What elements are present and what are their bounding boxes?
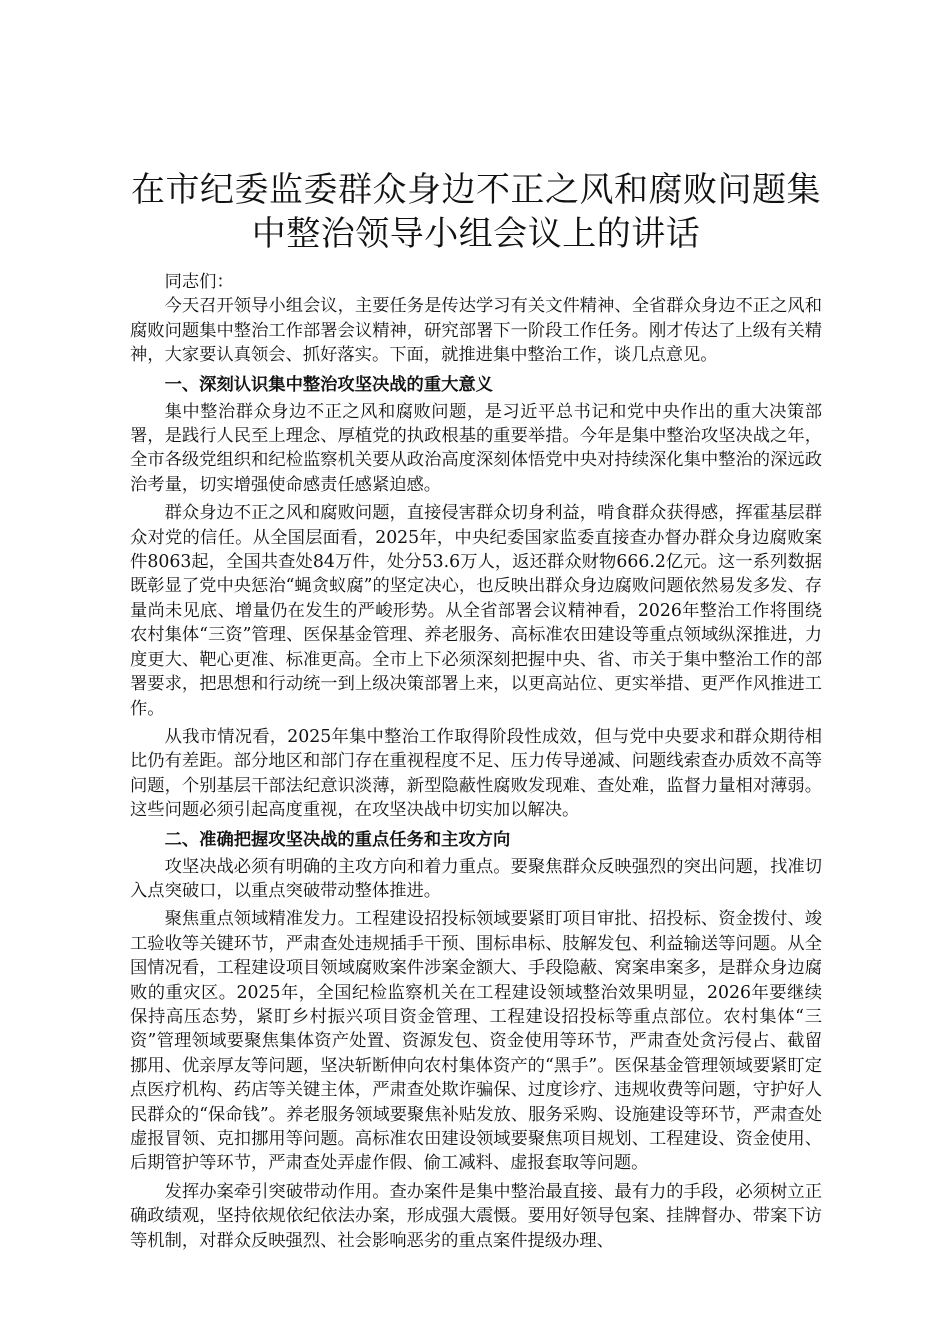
section2-paragraph-1: 攻坚决战必须有明确的主攻方向和着力重点。要聚焦群众反映强烈的突出问题，找准切入点突破口，以重点突破带动整体推进。 [130,856,822,901]
section-heading-1: 一、深刻认识集中整治攻坚决战的重大意义 [164,374,493,395]
section2-paragraph-3: 发挥办案牵引突破带动作用。查办案件是集中整治最直接、最有力的手段，必须树立正确政绩观，坚持依规依纪依法办案，形成强大震慑。要用好领导包案、挂牌督办、带案下访等机制，对群众反映强烈、社会影响恶劣的重点案件提级办理、 [130,1181,822,1251]
salutation: 同志们： [164,272,234,292]
section2-paragraph-2: 聚焦重点领域精准发力。工程建设招投标领域要紧盯项目审批、招投标、资金拨付、竣工验收等关键环节，严肃查处违规插手干预、围标串标、肢解发包、利益输送等问题。从全国情况看，工程建设项目领域腐败案件涉案金额大、手段隐蔽、窝案串案多，是群众身边腐败的重灾区。2025年，全国纪检监察机关在工程建设领域整治效果明显，2026年要继续保持高压态势，紧盯乡村振兴项目资金管理、工程建设招投标等重点部位。农村集体“三资”管理领域要聚焦集体资产处置、资源发包、资金使用等环节，严肃查处贪污侵占、截留挪用、优亲厚友等问题，坚决斩断伸向农村集体资产的“黑手”。医保基金管理领域要紧盯定点医疗机构、药店等关键主体，严肃查处欺诈骗保、过度诊疗、违规收费等问题，守护好人民群众的“保命钱”。养老服务领域要聚焦补贴发放、服务采购、设施建设等环节，严肃查处虚报冒领、克扣挪用等问题。高标准农田建设领域要聚焦项目规划、工程建设、资金使用、后期管护等环节，严肃查处弄虚作假、偷工减料、虚报套取等问题。 [130,909,822,1174]
section1-paragraph-2: 群众身边不正之风和腐败问题，直接侵害群众切身利益，啃食群众获得感，挥霍基层群众对党的信任。从全国层面看，2025年，中央纪委国家监委直接查办督办群众身边腐败案件8063起，全国共查处84万件，处分53.6万人，返还群众财物666.2亿元。这一系列数据既彰显了党中央惩治“蝇贪蚁腐”的坚定决心，也反映出群众身边腐败问题依然易发多发、存量尚未见底、增量仍在发生的严峻形势。从全省部署会议精神看，2026年整治工作将围绕农村集体“三资”管理、医保基金管理、养老服务、高标准农田建设等重点领域纵深推进，力度更大、靶心更准、标准更高。全市上下必须深刻把握中央、省、市关于集中整治工作的部署要求，把思想和行动统一到上级决策部署上来，以更高站位、更实举措、更严作风推进工作。 [130,503,822,719]
section1-paragraph-3: 从我市情况看，2025年集中整治工作取得阶段性成效，但与党中央要求和群众期待相比仍有差距。部分地区和部门存在重视程度不足、压力传导递减、问题线索查办质效不高等问题，个别基层干部法纪意识淡薄，新型隐蔽性腐败发现难、查处难，监督力量相对薄弱。这些问题必须引起高度重视，在攻坚决战中切实加以解决。 [130,726,822,821]
document-title: 在市纪委监委群众身边不正之风和腐败问题集中整治领导小组会议上的讲话 [131,170,821,254]
section1-paragraph-1: 集中整治群众身边不正之风和腐败问题，是习近平总书记和党中央作出的重大决策部署，是践行人民至上理念、厚植党的执政根基的重要举措。今年是集中整治攻坚决战之年，全市各级党组织和纪检监察机关要从政治高度深刻体悟党中央对持续深化集中整治的深远政治考量，切实增强使命感责任感紧迫感。 [130,401,822,495]
intro-paragraph: 今天召开领导小组会议，主要任务是传达学习有关文件精神、全省群众身边不正之风和腐败问题集中整治工作部署会议精神，研究部署下一阶段工作任务。刚才传达了上级有关精神，大家要认真领会、抓好落实。下面，就推进集中整治工作，谈几点意见。 [130,296,822,366]
document-page [130,168,822,1253]
section-heading-2: 二、准确把握攻坚决战的重点任务和主攻方向 [164,829,511,850]
